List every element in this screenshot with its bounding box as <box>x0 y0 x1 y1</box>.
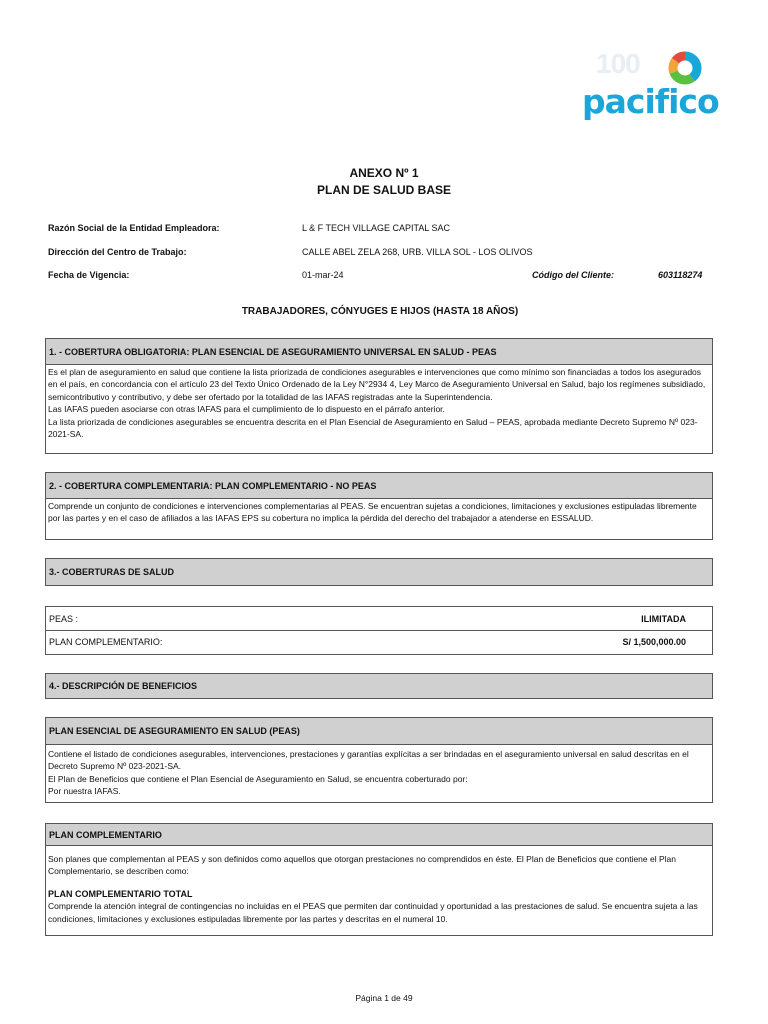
complementario-body <box>45 845 713 936</box>
section-1-heading-text: 1. - COBERTURA OBLIGATORIA: PLAN ESENCIAL DE ASEGURAMIENTO UNIVERSAL EN SALUD - PEAS <box>49 346 497 357</box>
logo-ghost-text: 100 <box>596 48 640 79</box>
section-1-heading <box>45 338 713 365</box>
peas-heading <box>45 717 713 745</box>
section-4-heading-text: 4.- DESCRIPCIÓN DE BENEFICIOS <box>49 681 198 691</box>
date-label: Fecha de Vigencia: <box>48 270 130 280</box>
client-code-label: Código del Cliente: <box>532 270 614 280</box>
address-label: Dirección del Centro de Trabajo: <box>48 247 187 257</box>
section-1-paragraph: La lista priorizada de condiciones asegurables se encuentra descrita en el Plan Esencial de Aseguramiento en Salud – PEAS, aprobada mediante Decreto Supremo Nº 023-2021-SA. <box>48 416 698 440</box>
pacifico-logo <box>582 42 719 126</box>
document-title: ANEXO Nº 1 <box>349 166 419 180</box>
logo-ring-icon <box>667 50 703 86</box>
complementario-paragraph: Son planes que complementan al PEAS y son definidos como aquellos que otorgan prestaciones no comprendidos en éste. El Plan de Beneficios que contiene el Plan Complementario, se describen como: <box>48 854 676 877</box>
coverage-label: PLAN COMPLEMENTARIO: <box>49 637 163 647</box>
section-4-heading <box>45 673 713 699</box>
document-subtitle: PLAN DE SALUD BASE <box>316 183 451 197</box>
complementario-heading-text: PLAN COMPLEMENTARIO <box>49 829 162 840</box>
coverage-group-subtitle: TRABAJADORES, CÓNYUGES E HIJOS (HASTA 18 AÑOS) <box>241 306 519 317</box>
section-1-paragraph: Es el plan de aseguramiento en salud que contiene la lista priorizada de condiciones asegurables e intervenciones que como mínimo son financiadas a todos los asegurados en el país, en concordancia con el artículo 23 del Texto Único Ordenado de la Ley N°2934 4, Ley Marco de Aseguramiento Universal en Salud, bajo los regímenes subsidiado, semicontributivo y contributivo, y debe ser ofertado por la totalidad de las IAFAS registradas ante la Superintendencia. <box>48 367 706 402</box>
coverage-row-peas <box>46 607 712 631</box>
complementario-paragraph: Comprende la atención integral de contingencias no incluidas en el PEAS que permiten dar continuidad y oportunidad a las prestaciones de salud. Se encuentra sujeta a las condiciones, limitaciones y exclusiones estipuladas libremente por las partes y descritas en el numeral 10. <box>48 901 698 924</box>
section-3-heading <box>45 558 713 586</box>
section-2-heading-text: 2. - COBERTURA COMPLEMENTARIA: PLAN COMPLEMENTARIO - NO PEAS <box>49 480 377 491</box>
coverage-label: PEAS : <box>49 613 79 624</box>
coverage-row-complementario <box>46 630 712 654</box>
complementario-total-heading: PLAN COMPLEMENTARIO TOTAL <box>48 888 193 899</box>
peas-paragraph: Por nuestra IAFAS. <box>48 786 121 797</box>
coverage-value: ILIMITADA <box>641 613 686 624</box>
section-2-paragraph: Comprende un conjunto de condiciones e intervenciones complementarias al PEAS. Se encuentran sujetas a condiciones, limitaciones y exclusiones estipuladas libremente por las partes y en el caso de afiliados a las IAFAS EPS su cobertura no implica la pérdida del derecho del trabajador a atenderse en ESSALUD. <box>48 501 697 524</box>
section-2-heading <box>45 472 713 499</box>
coverage-table <box>45 606 713 655</box>
logo-brand-text: pacifico <box>582 82 719 121</box>
date-value: 01-mar-24 <box>302 270 344 280</box>
address-value: CALLE ABEL ZELA 268, URB. VILLA SOL - LOS OLIVOS <box>302 247 533 257</box>
coverage-value: S/ 1,500,000.00 <box>622 637 686 647</box>
page-number: Página 1 de 49 <box>355 993 413 1003</box>
section-1-body <box>45 365 713 454</box>
client-code-value: 603118274 <box>658 270 703 280</box>
employer-value: L & F TECH VILLAGE CAPITAL SAC <box>302 223 451 233</box>
peas-body <box>45 745 713 803</box>
employer-label: Razón Social de la Entidad Empleadora: <box>48 223 220 233</box>
peas-paragraph: Contiene el listado de condiciones asegurables, intervenciones, prestaciones y garantías explícitas a ser brindadas en el aseguramiento universal en salud descritas en el Decreto Supremo Nº 023-2021-SA. <box>48 749 689 772</box>
section-1-paragraph: Las IAFAS pueden asociarse con otras IAFAS para el cumplimiento de lo dispuesto en el párrafo anterior. <box>48 404 445 415</box>
complementario-heading <box>45 823 713 846</box>
section-2-body <box>45 499 713 540</box>
section-3-heading-text: 3.- COBERTURAS DE SALUD <box>49 567 175 577</box>
peas-heading-text: PLAN ESENCIAL DE ASEGURAMIENTO EN SALUD (PEAS) <box>49 726 300 736</box>
peas-paragraph: El Plan de Beneficios que contiene el Plan Esencial de Aseguramiento en Salud, se encuentra coberturado por: <box>48 773 468 784</box>
